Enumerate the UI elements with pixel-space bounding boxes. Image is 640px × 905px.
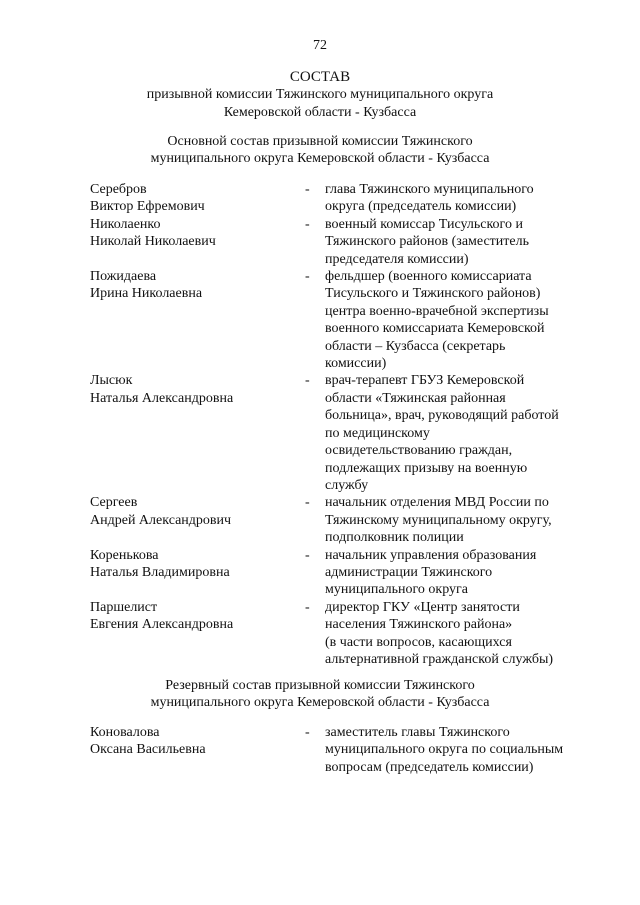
member-row [90, 268, 600, 372]
member-role [325, 724, 600, 776]
member-row [90, 372, 600, 494]
member-surname: Коновалова [90, 725, 160, 740]
page-number: 72 [313, 38, 327, 53]
member-row [90, 494, 600, 546]
member-name [90, 724, 305, 776]
member-role-line: муниципального округа по социальным [325, 742, 564, 758]
member-dash: - [305, 547, 310, 563]
main-section-title-line-2: муниципального округа Кемеровской области - Кузбасса [150, 151, 490, 167]
member-given-name: Наталья Владимировна [90, 564, 230, 580]
member-dash: - [305, 373, 310, 389]
member-dash: - [305, 182, 310, 197]
member-given-name: Оксана Васильевна [90, 742, 206, 758]
member-role [325, 547, 600, 599]
member-role-line: Тисульского и Тяжинского районов) [325, 286, 541, 302]
document-title: СОСТАВ [289, 69, 351, 85]
document-subtitle-line-1: призывной комиссии Тяжинского муниципального округа [146, 87, 494, 103]
member-role-line: председателя комиссии) [325, 251, 469, 267]
member-role [325, 494, 600, 546]
main-members-list [90, 181, 600, 668]
member-given-name: Николай Николаевич [90, 234, 216, 250]
member-name [90, 547, 305, 599]
member-surname: Паршелист [90, 599, 158, 615]
member-dash: - [305, 495, 310, 511]
member-row [90, 724, 600, 776]
member-role-line: по медицинскому [325, 425, 430, 441]
member-given-name: Андрей Александрович [90, 512, 232, 528]
member-role-line: вопросам (председатель комиссии) [325, 759, 534, 775]
member-role-line: области «Тяжинская районная [325, 390, 506, 406]
member-name [90, 372, 305, 494]
document-subtitle-line-2: Кемеровской области - Кузбасса [223, 104, 417, 120]
main-section-title-line-1: Основной состав призывной комиссии Тяжинского [167, 134, 473, 149]
member-role-line: начальник отделения МВД России по [325, 495, 549, 511]
member-role-line: начальник управления образования [325, 547, 537, 563]
member-role-line: администрации Тяжинского [325, 564, 493, 580]
member-role-line: освидетельствованию граждан, [325, 443, 513, 459]
member-role [325, 599, 600, 669]
member-surname: Пожидаева [90, 269, 157, 285]
member-role-line: населения Тяжинского района» [325, 617, 513, 633]
member-name [90, 216, 305, 268]
member-role-line: муниципального округа [325, 582, 468, 598]
member-given-name: Наталья Александровна [90, 390, 234, 406]
member-role [325, 268, 600, 372]
member-dash: - [305, 599, 310, 615]
member-role-line: комиссии) [325, 356, 387, 372]
member-role [325, 216, 600, 268]
member-dash: - [305, 216, 310, 232]
member-row [90, 599, 600, 669]
member-row [90, 181, 600, 216]
member-name [90, 494, 305, 546]
member-row [90, 216, 600, 268]
member-role [325, 372, 600, 494]
member-name [90, 599, 305, 669]
member-role-line: больница», врач, руководящий работой [325, 408, 559, 424]
member-surname: Коренькова [90, 547, 159, 563]
reserve-section-title [0, 677, 640, 712]
member-role-line: заместитель главы Тяжинского [325, 725, 510, 740]
member-role-line: глава Тяжинского муниципального [325, 182, 534, 197]
member-given-name: Евгения Александровна [90, 617, 234, 633]
reserve-section-title-line-1: Резервный состав призывной комиссии Тяжинского [165, 678, 475, 693]
member-surname: Серебров [90, 182, 147, 197]
member-given-name: Виктор Ефремович [90, 199, 205, 215]
member-given-name: Ирина Николаевна [90, 286, 203, 302]
main-section-title [0, 133, 640, 168]
member-role-line: службу [325, 477, 369, 493]
member-name [90, 181, 305, 216]
member-role-line: военного комиссариата Кемеровской [325, 321, 545, 337]
member-role-line: округа (председатель комиссии) [325, 199, 517, 215]
member-role-line: (в части вопросов, касающихся [325, 634, 512, 650]
member-role-line: подлежащих призыву на военную [325, 460, 528, 476]
member-surname: Николаенко [90, 216, 161, 232]
member-role-line: центра военно-врачебной экспертизы [325, 303, 549, 319]
member-role-line: военный комиссар Тисульского и [325, 216, 523, 232]
member-role-line: области – Кузбасса (секретарь [325, 338, 506, 354]
document-header [0, 69, 640, 121]
member-role-line: директор ГКУ «Центр занятости [325, 599, 520, 615]
member-role-line: Тяжинского районов (заместитель [325, 234, 529, 250]
member-row [90, 547, 600, 599]
member-role [325, 181, 600, 216]
member-surname: Сергеев [90, 495, 138, 511]
member-dash: - [305, 725, 310, 740]
reserve-section-title-line-2: муниципального округа Кемеровской области - Кузбасса [150, 695, 490, 711]
member-role-line: Тяжинскому муниципальному округу, [325, 512, 552, 528]
member-role-line: альтернативной гражданской службы) [325, 651, 554, 667]
member-name [90, 268, 305, 372]
member-role-line: подполковник полиции [325, 530, 464, 546]
reserve-members-list [90, 724, 600, 776]
member-role-line: фельдшер (военного комиссариата [325, 269, 532, 285]
member-surname: Лысюк [90, 373, 133, 389]
member-role-line: врач-терапевт ГБУЗ Кемеровской [325, 373, 525, 389]
member-dash: - [305, 269, 310, 285]
